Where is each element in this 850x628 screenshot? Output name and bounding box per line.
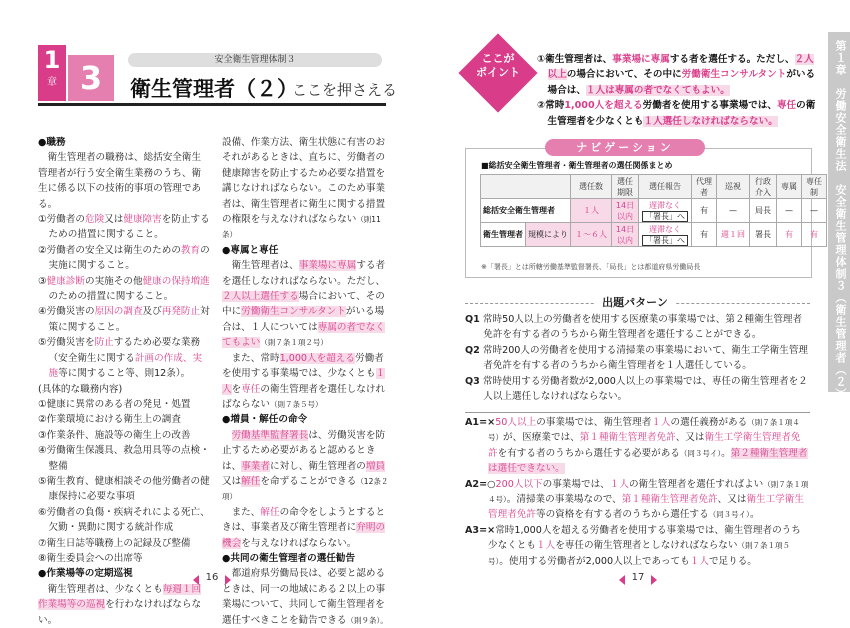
- section-heading-duties: ●職務: [38, 137, 66, 148]
- list-item: ⑧衛生委員会への出席等: [38, 552, 143, 564]
- table-cell: １人: [571, 199, 612, 223]
- chapter-badge: [38, 45, 66, 101]
- chapter-sidebar: [828, 32, 850, 407]
- page-number-right: 17: [623, 572, 653, 583]
- dismiss-text-2: また、解任の命令をしようとするときは、事業者及び衛生管理者に弁明の機会を与えなければならない。: [222, 506, 386, 549]
- page-number-left: 16: [197, 572, 227, 583]
- table-cell: 遅滞なく 「署長」へ: [639, 199, 692, 223]
- table-header: 選任数: [571, 175, 612, 199]
- answer-list: [465, 412, 810, 569]
- selection-table: [480, 174, 827, 247]
- table-cell: 有: [692, 223, 717, 247]
- table-cell: —: [717, 199, 750, 223]
- duty-item: ④労働災害の原因の調査及び再発防止対策に関すること。: [38, 306, 210, 333]
- question-list: [465, 312, 810, 404]
- title-tag: ここを押さえる: [292, 81, 398, 99]
- duty-item: ③健康診断の実施その他健康の保持増進のための措置に関すること。: [38, 275, 210, 303]
- section-subtitle: 安全衛生管理体制３: [128, 53, 382, 67]
- table-row: [481, 199, 827, 223]
- chapter-number: 1: [43, 46, 61, 74]
- navigation-note: ※「署長」とは所轄労働基準監督署長、「局長」とは都道府県労働局長: [481, 263, 701, 271]
- duty-item: ②労働者の安全又は衛生のための教育の実施に関すること。: [38, 244, 210, 272]
- right-page: [425, 0, 850, 602]
- question-item: Q1 常時50人以上の労働者を使用する医療業の事業場では、第２種衛生管理者免許を有する者のうちから衛生管理者を選任することができる。: [465, 314, 803, 341]
- answer-item: A2=○200人以下の事業場では、１人の衛生管理者を選任すればよい（則７条１項４号）。清掃業の事業場なので、第１種衛生管理者免許、又は衛生工学衛生管理者免許等の資格を有する者のうちから選任する（同３号イ）。: [465, 478, 809, 521]
- table-cell: 14日以内: [612, 223, 639, 247]
- table-header: 選任報告: [639, 175, 692, 199]
- table-cell: １〜６人: [571, 223, 612, 247]
- list-item: ④労働衛生保護具、救急用具等の点検・整備: [38, 445, 210, 472]
- list-item: ③作業条件、施設等の衛生上の改善: [38, 429, 191, 441]
- table-header: 代理者: [692, 175, 717, 199]
- text-column-1: [38, 135, 210, 628]
- question-title: 出題パターン: [595, 294, 675, 310]
- list-item: ①健康に異常のある者の発見・処置: [38, 398, 191, 410]
- page-title: 衛生管理者（２）: [130, 77, 298, 101]
- joint-text: 都道府県労働局長は、必要と認めるときは、同一の地域にある２以上の事業場について、共同して衛生管理者を選任すべきことを勧告できる（則９条）。: [222, 568, 388, 626]
- table-cell: 総括安全衛生管理者: [481, 199, 571, 223]
- table-cell: —: [777, 199, 802, 223]
- concrete-heading: (具体的な職務内容): [38, 383, 123, 395]
- section-heading-dismiss: ●増員・解任の命令: [222, 414, 308, 426]
- key-points: [537, 52, 817, 129]
- exclusive-text-1: 衛生管理者は、事業場に専属する者を選任しなければならない。ただし、２人以上選任する場合において、その中に労働衛生コンサルタントがいる場合は、１人については専属の者でなくてもよい（則７条１項２号）: [222, 260, 386, 349]
- table-cell: 規模により: [526, 223, 571, 247]
- left-page: [0, 0, 425, 626]
- table-header: 専属: [777, 175, 802, 199]
- table-cell: 有: [802, 223, 827, 247]
- answer-item: A3=×常時1,000人を超える労働者を使用する事業場では、衛生管理者のうち少なくとも１人を専任の衛生管理者としなければならない（則７条１項５号）。使用する労働者が2,000人以上であっても１人で足りる。: [465, 524, 801, 567]
- table-cell: —: [802, 199, 827, 223]
- text-column-2: [222, 135, 390, 628]
- duty-item: ⑤労働災害を防止するため必要な業務（安全衛生に関する計画の作成、実施等に関すること等、則12条）。: [38, 337, 203, 380]
- table-header-row: [481, 175, 827, 199]
- section-heading-exclusive: ●専属と専任: [222, 244, 279, 256]
- key-point-2: ②常時1,000人を超える労働者を使用する事業場では、専任の衛生管理者を少なくとも１人選任しなければならない。: [537, 100, 816, 127]
- table-cell: 衛生管理者: [481, 223, 526, 247]
- table-cell: 遅滞なく 「署長」へ: [639, 223, 692, 247]
- table-cell: 署長: [750, 223, 777, 247]
- exclusive-text-2: また、常時1,000人を超える労働者を使用する事業場では、少なくとも１人を専任の衛生管理者を選任しなければならない（則７条５号）: [222, 352, 386, 410]
- table-cell: 14日以内: [612, 199, 639, 223]
- answer-item: A1=×50人以上の事業場では、衛生管理者１人の選任義務がある（則７条１項４号）が、医療業では、第１種衛生管理者免許、又は衛生工学衛生管理者免許を有する者のうちから選任する必要がある（同３号イ）。第２種衛生管理者は選任できない。: [465, 417, 808, 475]
- table-header: 選任期限: [612, 175, 639, 199]
- chapter-suffix: 章: [47, 77, 57, 88]
- dismiss-text-1: 労働基準監督署長は、労働災害を防止するため必要があると認めるときは、事業者に対し、衛生管理者の増員又は解任を命ずることができる（12条２項）: [222, 429, 389, 502]
- table-header: 行政介入: [750, 175, 777, 199]
- list-item: ⑤衛生教育、健康相談その他労働者の健康保持に必要な事項: [38, 475, 210, 503]
- table-cell: 有: [692, 199, 717, 223]
- sidebar-text: 第１章 労働安全衛生法 安全衛生管理体制３（衛生管理者（２））: [834, 40, 847, 407]
- table-cell: 局長: [750, 199, 777, 223]
- title-rule: [38, 103, 386, 106]
- list-item: ②作業環境における衛生上の調査: [38, 414, 181, 426]
- duty-item: ①労働者の危険又は健康障害を防止するための措置に関すること。: [38, 214, 210, 241]
- question-item: Q3 常時使用する労働者数が2,000人以上の事業場では、専任の衛生管理者を２人以上選任しなければならない。: [465, 375, 808, 403]
- patrol-text: 衛生管理者は、少なくとも毎週１回作業場等の巡視を行わなければならない。: [38, 583, 202, 626]
- section-heading-patrol: ●作業場等の定期巡視: [38, 568, 133, 580]
- section-number: 3: [68, 55, 114, 101]
- key-point-1: ①衛生管理者は、事業場に専属する者を選任する。ただし、２人以上の場合において、その中に労働衛生コンサルタントがいる場合は、１人は専属の者でなくてもよい。: [537, 54, 816, 96]
- navigation-caption: ■総括安全衛生管理者・衛生管理者の選任関係まとめ: [481, 161, 673, 170]
- question-section-heading: [465, 294, 810, 309]
- table-header: 巡視: [717, 175, 750, 199]
- point-badge-text: ここが ポイント: [476, 52, 520, 79]
- continued-text: 設備、作業方法、衛生状態に有害のおそれがあるときは、直ちに、労働者の健康障害を防止するため必要な措置を講じなければならない。このため事業者は、衛生管理者に衛生に関する措置の権限を与えなければならない（則11条）: [222, 137, 386, 240]
- navigation-label: ナビゲーション: [545, 139, 705, 156]
- table-header: [481, 175, 571, 199]
- duties-intro: 衛生管理者の職務は、総括安全衛生管理者が行う安全衛生業務のうち、衛生に係る以下の技術的事項の管理である。: [38, 152, 202, 210]
- duties-list: [38, 212, 210, 381]
- table-cell: 週１回: [717, 223, 750, 247]
- concrete-list: [38, 397, 210, 566]
- section-heading-joint: ●共同の衛生管理者の選任勧告: [222, 552, 356, 564]
- list-item: ⑦衛生日誌等職務上の記録及び整備: [38, 537, 191, 549]
- question-item: Q2 常時200人の労働者を使用する清掃業の事業場において、衛生工学衛生管理者免許を有する者のうちから衛生管理者を１人選任している。: [465, 344, 809, 372]
- table-cell: 有: [777, 223, 802, 247]
- table-header: 専任制: [802, 175, 827, 199]
- table-row: [481, 223, 827, 247]
- list-item: ⑥労働者の負傷・疾病それによる死亡、欠勤・異動に関する統計作成: [38, 506, 210, 534]
